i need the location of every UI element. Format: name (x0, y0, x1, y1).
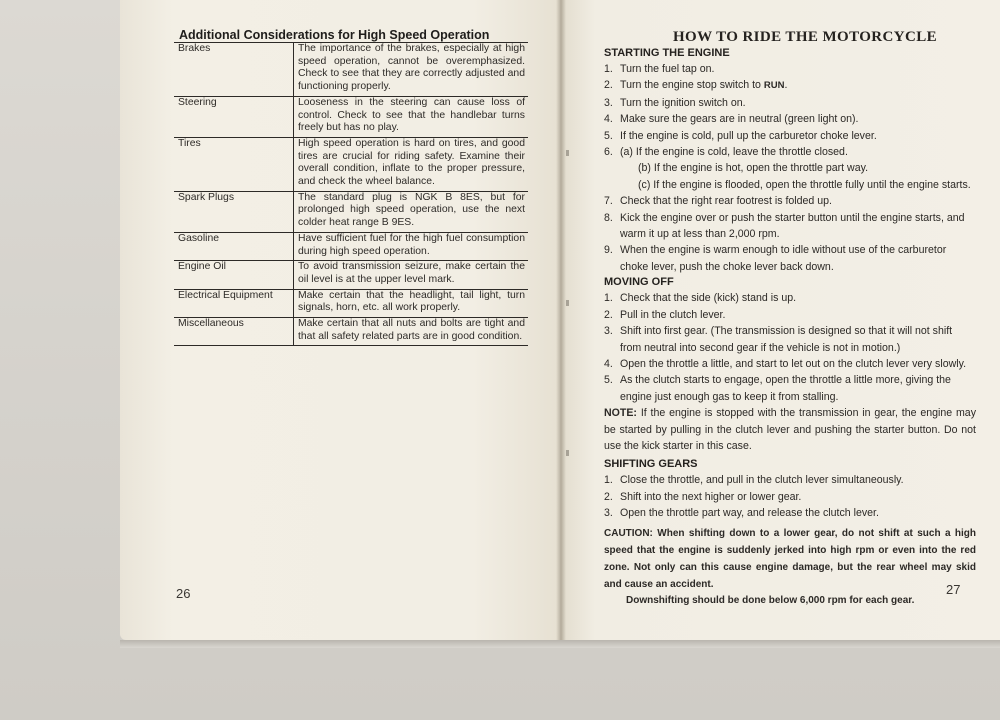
page-edge-shadow (120, 640, 1000, 648)
row-description: Looseness in the steering can cause loss of control. Check to see that the handlebar turns freely but has no play. (298, 96, 525, 134)
step-number: 4. (604, 357, 613, 370)
row-description: The standard plug is NGK B 8ES, but for prolonged high speed operation, use the next colder heat range B 9ES. (298, 191, 525, 229)
step-text: As the clutch starts to engage, open the throttle a little more, giving the engine just enough gas to keep it from stalling. (620, 374, 951, 403)
list-item (604, 472, 976, 488)
row-description: Make certain that all nuts and bolts are tight and that all safety related parts are in good condition. (298, 318, 525, 342)
table-row (174, 261, 528, 289)
step-number: 4. (604, 113, 613, 126)
section-heading: MOVING OFF (604, 276, 674, 289)
row-description: Make certain that the headlight, tail light, turn signals, horn, etc. all work properly. (298, 289, 525, 314)
book-gutter (556, 0, 566, 645)
list-item (604, 290, 976, 306)
right-page-content (604, 28, 976, 609)
row-description: The importance of the brakes, especially at high speed operation, cannot be overemphasized. Check to see that they are correctly adjusted and functioning properly. (298, 43, 525, 93)
row-category: Brakes (174, 43, 294, 97)
step-text: Make sure the gears are in neutral (green light on). (620, 113, 859, 126)
step-number: 3. (604, 96, 613, 109)
step-text: (b) If the engine is hot, open the throttle part way. (638, 162, 869, 175)
row-category: Miscellaneous (174, 318, 294, 346)
row-description: Have sufficient fuel for the high fuel consumption during high speed operation. (298, 232, 525, 257)
list-item (604, 242, 976, 275)
step-number: 8. (604, 211, 613, 224)
step-number: 3. (604, 325, 613, 338)
table-row (174, 289, 528, 317)
step-text: Turn the engine stop switch to (620, 79, 761, 92)
list-item (604, 111, 976, 127)
step-text: Check that the side (kick) stand is up. (620, 292, 797, 305)
step-number: 1. (604, 292, 613, 305)
list-item (604, 61, 976, 77)
list-item (604, 210, 976, 243)
run-label: RUN (763, 80, 785, 92)
step-text: (a) If the engine is cold, leave the throttle closed. (620, 146, 848, 159)
table-row (174, 96, 528, 137)
step-number: 6. (604, 146, 613, 159)
step-text: Pull in the clutch lever. (620, 308, 726, 321)
left-page-number: 26 (176, 586, 191, 601)
step-text: Turn the ignition switch on. (620, 96, 746, 109)
note-text: If the engine is stopped with the transmission in gear, the engine may be started by pulling in the clutch lever and pushing the starter button. Do not use the kick starter in this case. (604, 407, 976, 452)
list-item (604, 505, 976, 521)
table-row (174, 137, 528, 191)
list-item (604, 356, 976, 372)
step-number: 1. (604, 474, 613, 487)
row-description: High speed operation is hard on tires, and good tires are crucial for riding safety. Examine their overall condition, inflate to the proper pressure, and check the wheel balance. (298, 137, 525, 188)
row-category: Electrical Equipment (174, 289, 294, 317)
step-number: 2. (604, 490, 613, 503)
list-item (604, 95, 976, 111)
list-item (604, 77, 976, 94)
step-text: Shift into the next higher or lower gear. (620, 490, 802, 503)
list-item (604, 193, 976, 209)
step-text: Close the throttle, and pull in the clutch lever simultaneously. (620, 474, 904, 487)
step-text: Open the throttle a little, and start to let out on the clutch lever very slowly. (620, 357, 967, 370)
list-item (604, 489, 976, 505)
left-page-title: Additional Considerations for High Speed Operation (179, 28, 490, 42)
step-text: Shift into first gear. (The transmission is designed so that it will not shift from neutral into second gear if the vehicle is not in motion.) (620, 325, 953, 354)
step-text: When the engine is warm enough to idle without use of the carburetor choke lever, push the choke lever back down. (620, 244, 947, 273)
step-text: Open the throttle part way, and release the clutch lever. (620, 507, 879, 520)
sub-list-item (604, 177, 976, 193)
row-category: Tires (174, 137, 294, 191)
considerations-table (174, 42, 528, 346)
step-number: 9. (604, 244, 613, 257)
list-item (604, 144, 976, 160)
step-text: Check that the right rear footrest is folded up. (620, 195, 832, 208)
step-number: 2. (604, 79, 613, 92)
table-row (174, 191, 528, 232)
row-category: Gasoline (174, 232, 294, 260)
table-row (174, 43, 528, 97)
list-item (604, 307, 976, 323)
right-page-title: HOW TO RIDE THE MOTORCYCLE (672, 29, 938, 45)
binding-mark (566, 150, 569, 156)
step-number: 5. (604, 129, 613, 142)
downshift-note: Downshifting should be done below 6,000 rpm for each gear. (626, 594, 915, 606)
row-category: Steering (174, 96, 294, 137)
caution-text: When shifting down to a lower gear, do not shift at such a high speed that the engine is suddenly jerked into high rpm or even into the red zone. Not only can this cause engine damage, but the rear wheel may skid and cause an accident. (604, 527, 976, 590)
note-label: NOTE: (604, 407, 637, 420)
sub-list-item (604, 160, 976, 176)
caution-label: CAUTION: (604, 527, 653, 539)
step-number: 7. (604, 195, 613, 208)
list-item (604, 323, 976, 356)
binding-mark (566, 450, 569, 456)
row-description: To avoid transmission seizure, make certain the oil level is at the upper level mark. (298, 261, 525, 285)
caution-paragraph (604, 525, 976, 593)
step-number: 3. (604, 507, 613, 520)
binding-mark (566, 300, 569, 306)
list-item (604, 372, 976, 405)
step-text-end: . (784, 79, 788, 92)
step-number: 1. (604, 63, 613, 75)
step-text: Kick the engine over or push the starter button until the engine starts, and warm it up at less than 2,000 rpm. (620, 211, 965, 241)
step-number: 2. (604, 308, 613, 321)
row-category: Spark Plugs (174, 191, 294, 232)
step-text: If the engine is cold, pull up the carburetor choke lever. (620, 129, 877, 142)
step-text: (c) If the engine is flooded, open the throttle fully until the engine starts. (638, 178, 971, 191)
note-paragraph (604, 405, 976, 454)
row-category: Engine Oil (174, 261, 294, 289)
step-text: Turn the fuel tap on. (620, 63, 715, 75)
section-heading: STARTING THE ENGINE (604, 47, 730, 59)
list-item (604, 128, 976, 144)
right-page-number: 27 (946, 582, 961, 597)
section-heading: SHIFTING GEARS (604, 458, 698, 471)
table-row (174, 232, 528, 260)
step-number: 5. (604, 374, 613, 387)
table-row (174, 318, 528, 346)
